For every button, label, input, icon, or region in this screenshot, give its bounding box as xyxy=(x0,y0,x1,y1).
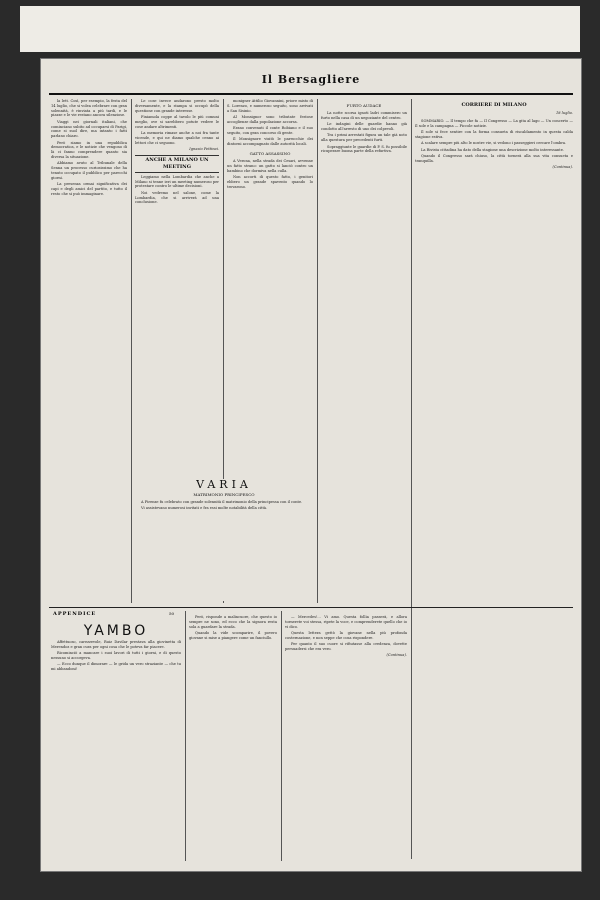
newspaper-page xyxy=(40,58,582,872)
paragraph: Le cose invece andarono presto molto diversamente, e la stampa si occupò della questione con grande interesse. xyxy=(135,99,219,113)
appendix-column-1 xyxy=(51,621,181,861)
paragraph: Leggiamo nella Lombardia che anche a Milano si tenne ieri un meeting numeroso per protestare contro le ultime decisioni. xyxy=(135,174,219,189)
column-5 xyxy=(415,99,573,859)
paragraph: Tra i primi arrestati figura un tale già noto alla questura per precedenti furti. xyxy=(321,133,407,143)
paragraph: Non accorti di questo fatto, i genitori ebbero un grande spavento quando lo trovarono. xyxy=(227,174,313,189)
paragraph: Però siamo in una repubblica democratica, e le notizie che vengono di là ci fanno comprendere quanto sia diversa la situazione. xyxy=(51,140,127,159)
paragraph: la lett. Così, per esempio, la festa del 14 luglio, che si volea celebrare con gran solennità, è rinviata a più tardi, e le piazze e le vie restano ancora silenziose. xyxy=(51,99,127,118)
paragraph: La memoria rimase anche a noi fra tante vicende, e qui ne diamo qualche cenno ai lettori che ci seguono. xyxy=(135,130,219,145)
column-4 xyxy=(321,99,407,601)
column-divider xyxy=(281,611,282,861)
headline: CORRIERE DI MILANO xyxy=(461,102,527,108)
paragraph: Il sole si fece sentire con la forma consueta di riscaldamento in questa calda stagione estiva. xyxy=(415,129,573,139)
column-divider xyxy=(411,99,412,859)
paragraph: La presenza ormai significativa dei capi e degli amici del partito, e tutto il resto che si può immaginare. xyxy=(51,182,127,196)
appendix-number: 50 xyxy=(169,611,175,616)
paragraph: Però, risponde a malincuore, che questo io sempre ne sono, ed ecco che la signora resta sola a guardare la strada. xyxy=(189,615,277,629)
paragraph: Al Monsignor sono tributate festose accoglienze dalla popolazione accorsa. xyxy=(227,114,313,124)
column-1 xyxy=(51,99,127,601)
appendix-title: YAMBO xyxy=(83,623,149,639)
masthead-rule xyxy=(49,93,573,95)
paragraph: A Verona, nella strada dei Cesari, avvenne un fatto strano: un gatto si lanciò contro un bambino che dormiva nella culla. xyxy=(227,158,313,173)
paragraph: Erano convenuti il conte Robiano e il suo seguito, con gran concorso di gente. xyxy=(227,126,313,135)
signature: Ignazio Pettinai. xyxy=(189,146,219,151)
paragraph: Abbiamo avuto al Tribunale della Senna un processo curiosissimo che ha tenuto occupato il pubblico per parecchi giorni. xyxy=(51,161,127,180)
paragraph: Questa lettera gettò la giovane nella più profonda costernazione, e non seppe che cosa rispondere. xyxy=(285,630,407,640)
paragraph: monigner Attilio Giovannini, priore misto di S. Lorenzo, e numeroso seguito, sono arrivati a San Sisinio. xyxy=(227,99,313,113)
signature: (Continua). xyxy=(386,653,407,658)
appendix-column-3 xyxy=(285,615,407,861)
column-divider xyxy=(131,99,132,603)
signature: (Continua). xyxy=(552,165,573,170)
appendix-label: APPENDICE xyxy=(53,611,97,617)
paragraph: Ricominciò a mancare i suoi lavori di tutti i giorni, e di questo nessuno si accorgeva. xyxy=(51,650,181,660)
paragraph: A Firenze fu celebrato con grande solennità il matrimonio della principessa con il conte. xyxy=(141,499,303,504)
paragraph: La notte scorsa ignoti ladri commisero un furto nella casa di un negoziante del centro. xyxy=(321,111,407,120)
subheadline: MATRIMONIO PRINCIPESCO xyxy=(193,491,255,497)
paragraph: Affettuoso, carezzevole, Ruiz Davilar prestava alla giovinetta di Merendoz e gran cura per ogni cosa che le poteva far piacere. xyxy=(51,639,181,649)
appendix-rule xyxy=(49,607,573,608)
paragraph: Il Monsignore visitò le parrocchie dei dintorni accompagnato dalle autorità locali. xyxy=(227,137,313,147)
paragraph: Finiamola coppe al tavolo le più comuni meglio, ove si sarebbero potute vedere le cose andare altrimenti. xyxy=(135,114,219,129)
paragraph: SOMMARIO. — Il tempo che fa — Il Congresso — La gita al lago — Un concerto — Il sole e la campagna — Piccole notizie. xyxy=(415,118,573,128)
headline: ANCHE A MILANO UN MEETING xyxy=(135,155,219,173)
paragraph: A scalare sempre più alto le nostre vie, si vedono i passeggieri cercare l'ombra. xyxy=(421,141,567,146)
column-divider xyxy=(185,611,186,861)
paragraph: Viaggi nei giornali italiani, che cominciano subito ad occuparsi di Parigi, come si suol dire, ma intanto i fatti parlano chiaro. xyxy=(51,119,127,139)
paragraph: — Mercedes!... Vi amo. Questa follia passerà, e allora tornerete voi stessa, ripete la voce, e comprenderete quello che io vi dico. xyxy=(285,615,407,629)
paragraph: Noi vedremo nel salone, come la Lombardia, che si arriverà ad una conclusione. xyxy=(135,190,219,205)
headline: GATTO ASSASSINO xyxy=(249,150,291,156)
paragraph: Quando il Congresso sarà chiuso, la città tornerà alla sua vita consueta e tranquilla. xyxy=(415,153,573,163)
varia-section xyxy=(135,479,313,601)
page-title: Il Bersagliere xyxy=(261,73,361,86)
appendix-column-2 xyxy=(189,615,277,861)
paragraph: Sopraggiunte le guardie di P. S. fu possibile ricuperare buona parte della refurtiva. xyxy=(321,144,407,154)
section-title: VARIA xyxy=(196,479,252,491)
dateline: 18 luglio. xyxy=(555,111,573,115)
top-margin-strip xyxy=(20,6,580,52)
paragraph: Quando la vide scomparire, il povero giovane si mise a piangere come un fanciullo. xyxy=(189,630,277,640)
paragraph: Vi assistevano numerosi invitati e fra essi molte notabilità della città. xyxy=(141,506,268,511)
headline: FURTO AUDACE xyxy=(346,103,382,108)
paragraph: Le indagini delle guardie hanno già condotto all'arresto di uno dei colpevoli. xyxy=(321,122,407,131)
paragraph: — Ecco dunque il dimorare — le grida un vero straziante — che tu mi abbandoni! xyxy=(51,662,181,671)
column-divider xyxy=(317,99,318,603)
paragraph: Per quanto il suo cuore si rifiutasse alla credenza, dovette persuadersi che era vero. xyxy=(285,642,407,651)
paragraph: La Rivista cittadina ha dato della stagione una descrizione molto interessante. xyxy=(421,147,565,152)
